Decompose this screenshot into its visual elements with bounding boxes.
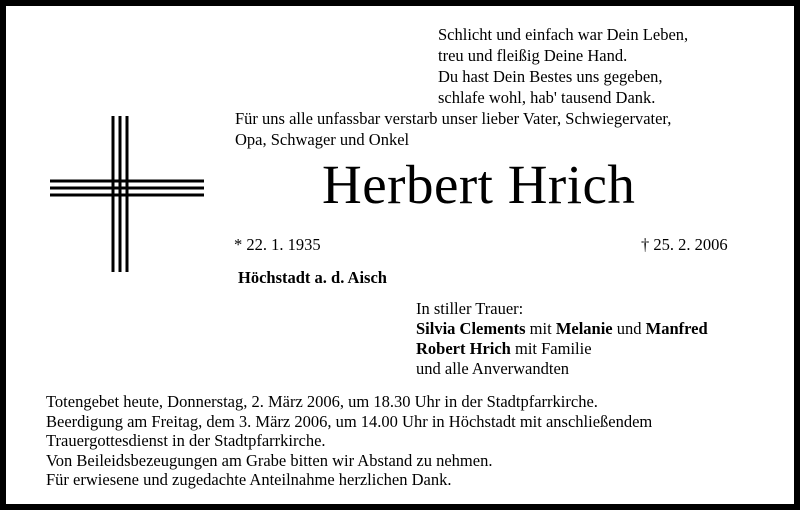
note-line-3: Trauergottesdienst in der Stadtpfarrkirche.	[46, 431, 326, 450]
mourner-name: Manfred	[645, 319, 708, 338]
mourners-line-3: und alle Anverwandten	[416, 359, 570, 378]
intro-line-2: Opa, Schwager und Onkel	[235, 130, 410, 149]
deceased-name: Herbert Hrich	[322, 154, 636, 215]
mourner-conjunction: mit	[525, 319, 556, 338]
death-date: † 25. 2. 2006	[641, 235, 728, 254]
mourner-suffix: mit Familie	[510, 339, 592, 358]
mourner-name: Melanie	[555, 319, 613, 338]
mourners-heading: In stiller Trauer:	[416, 299, 524, 318]
poem-line-1: Schlicht und einfach war Dein Leben,	[438, 25, 689, 44]
poem-line-4: schlafe wohl, hab' tausend Dank.	[438, 88, 656, 107]
funeral-notes	[46, 392, 652, 490]
mourners	[416, 299, 708, 379]
birth-date: * 22. 1. 1935	[234, 235, 321, 254]
intro-text	[235, 108, 671, 150]
note-line-2: Beerdigung am Freitag, dem 3. März 2006, um 14.00 Uhr in Höchstadt mit anschließendem	[46, 411, 653, 431]
note-line-5: Für erwiesene und zugedachte Anteilnahme herzlichen Dank.	[46, 470, 452, 489]
poem-line-2: treu und fleißig Deine Hand.	[438, 46, 628, 65]
place-of-residence: Höchstadt a. d. Aisch	[238, 268, 387, 287]
mourner-conjunction: und	[612, 319, 646, 338]
poem	[438, 24, 688, 108]
mourner-name: Silvia Clements	[416, 319, 526, 338]
intro-line-1: Für uns alle unfassbar verstarb unser lieber Vater, Schwiegervater,	[235, 109, 672, 128]
mourner-name: Robert Hrich	[416, 339, 511, 358]
mourners-line-1	[416, 319, 708, 339]
mourners-line-2	[416, 339, 708, 359]
note-line-4: Von Beileidsbezeugungen am Grabe bitten wir Abstand zu nehmen.	[46, 450, 493, 470]
latin-cross-icon	[48, 116, 208, 274]
poem-line-3: Du hast Dein Bestes uns gegeben,	[438, 67, 663, 86]
note-line-1: Totengebet heute, Donnerstag, 2. März 2006, um 18.30 Uhr in der Stadtpfarrkirche.	[46, 392, 598, 411]
